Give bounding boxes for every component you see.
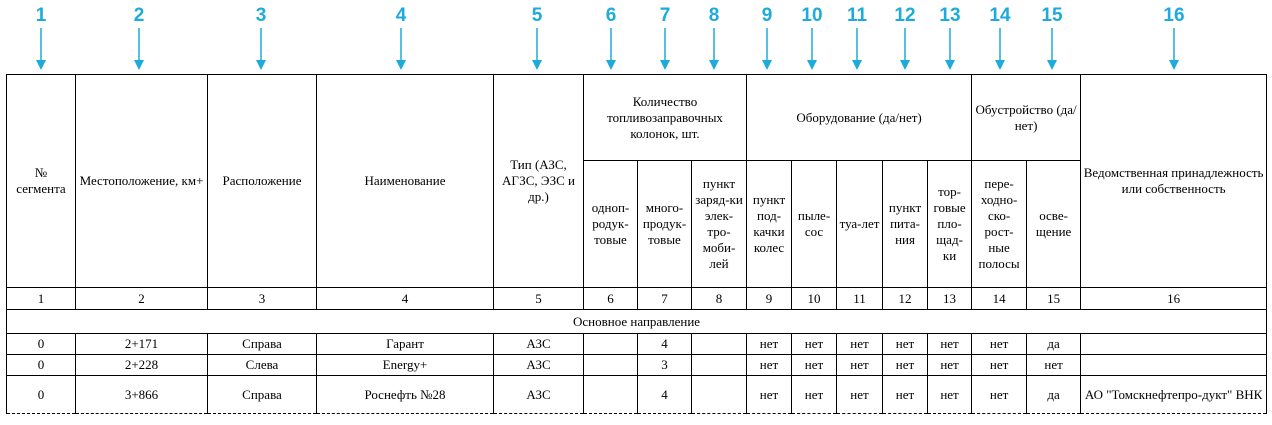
gas-station-table: [6, 74, 1267, 414]
column-marker: 16: [1154, 4, 1194, 70]
cell-ownership: АО "Томскнефтепро-дукт" ВНК: [1081, 376, 1267, 414]
cell-food: нет: [883, 355, 928, 376]
column-number: 6: [584, 288, 638, 310]
column-number-row: [7, 288, 1267, 310]
header-single-product: одноп-родук-товые: [584, 161, 638, 288]
cell-retail: нет: [928, 376, 972, 414]
column-marker: 3: [241, 4, 281, 70]
header-location: Местоположение, км+: [76, 75, 208, 288]
column-number: 8: [692, 288, 747, 310]
header-lighting: осве-щение: [1027, 161, 1081, 288]
header-name: Наименование: [317, 75, 494, 288]
column-marker: 4: [381, 4, 421, 70]
column-marker: 5: [517, 4, 557, 70]
cell-vacuum: нет: [792, 355, 837, 376]
table-row: [7, 376, 1267, 414]
header-multi-product: много-продук-товые: [638, 161, 692, 288]
cell-location: 2+228: [76, 355, 208, 376]
arrow-down-icon: [531, 28, 543, 70]
column-number: 11: [837, 288, 883, 310]
column-marker: 7: [645, 4, 685, 70]
header-ev-charging: пункт заряд-ки элек-тро-моби-лей: [692, 161, 747, 288]
header-vacuum: пыле-сос: [792, 161, 837, 288]
cell-location: 3+866: [76, 376, 208, 414]
arrow-down-icon: [944, 28, 956, 70]
cell-type: АЗС: [494, 334, 584, 355]
arrow-down-icon: [899, 28, 911, 70]
cell-name: Гарант: [317, 334, 494, 355]
cell-multi-product: 4: [638, 334, 692, 355]
column-marker: 9: [747, 4, 787, 70]
column-number: 12: [883, 288, 928, 310]
arrow-down-icon: [1168, 28, 1180, 70]
arrow-down-icon: [851, 28, 863, 70]
cell-transition-lanes: нет: [972, 355, 1027, 376]
header-type: Тип (АЗС, АГЗС, ЭЗС и др.): [494, 75, 584, 288]
column-number: 7: [638, 288, 692, 310]
cell-toilet: нет: [837, 355, 883, 376]
cell-transition-lanes: нет: [972, 376, 1027, 414]
arrow-down-icon: [605, 28, 617, 70]
header-toilet: туа-лет: [837, 161, 883, 288]
header-amenities-group: Обустройство (да/нет): [972, 75, 1081, 161]
header-retail: тор-говые пло-щад-ки: [928, 161, 972, 288]
header-side: Расположение: [208, 75, 317, 288]
header-tire-inflation: пункт под-качки колес: [747, 161, 792, 288]
cell-tire-inflation: нет: [747, 376, 792, 414]
cell-food: нет: [883, 334, 928, 355]
cell-multi-product: 4: [638, 376, 692, 414]
column-marker: 12: [885, 4, 925, 70]
arrow-down-icon: [708, 28, 720, 70]
column-marker: 11: [837, 4, 877, 70]
cell-location: 2+171: [76, 334, 208, 355]
column-number: 5: [494, 288, 584, 310]
column-marker: 10: [792, 4, 832, 70]
column-marker: 1: [21, 4, 61, 70]
column-number: 4: [317, 288, 494, 310]
cell-single-product: [584, 334, 638, 355]
cell-lighting: да: [1027, 376, 1081, 414]
cell-retail: нет: [928, 334, 972, 355]
cell-ev-charging: [692, 334, 747, 355]
arrow-down-icon: [761, 28, 773, 70]
cell-tire-inflation: нет: [747, 334, 792, 355]
cell-lighting: да: [1027, 334, 1081, 355]
cell-ownership: [1081, 355, 1267, 376]
arrow-down-icon: [133, 28, 145, 70]
header-equipment-group: Оборудование (да/нет): [747, 75, 972, 161]
cell-name: Роснефть №28: [317, 376, 494, 414]
cell-toilet: нет: [837, 376, 883, 414]
column-marker: 15: [1032, 4, 1072, 70]
header-segment: № сегмента: [7, 75, 76, 288]
column-number: 10: [792, 288, 837, 310]
section-title: Основное направление: [7, 310, 1267, 334]
table-row: [7, 355, 1267, 376]
cell-vacuum: нет: [792, 334, 837, 355]
cell-retail: нет: [928, 355, 972, 376]
header-transition-lanes: пере-ходно-ско-рост-ные полосы: [972, 161, 1027, 288]
cell-type: АЗС: [494, 355, 584, 376]
cell-side: Справа: [208, 376, 317, 414]
arrow-down-icon: [806, 28, 818, 70]
column-marker: 6: [591, 4, 631, 70]
cell-transition-lanes: нет: [972, 334, 1027, 355]
cell-type: АЗС: [494, 376, 584, 414]
cell-lighting: нет: [1027, 355, 1081, 376]
column-number: 3: [208, 288, 317, 310]
column-number: 16: [1081, 288, 1267, 310]
cell-multi-product: 3: [638, 355, 692, 376]
cell-segment: 0: [7, 334, 76, 355]
column-number: 13: [928, 288, 972, 310]
cell-side: Справа: [208, 334, 317, 355]
cell-name: Energy+: [317, 355, 494, 376]
cell-ev-charging: [692, 355, 747, 376]
header-row-top: [7, 75, 1267, 161]
cell-side: Слева: [208, 355, 317, 376]
cell-food: нет: [883, 376, 928, 414]
cell-ownership: [1081, 334, 1267, 355]
arrow-down-icon: [35, 28, 47, 70]
column-marker: 8: [694, 4, 734, 70]
column-number: 15: [1027, 288, 1081, 310]
arrow-down-icon: [659, 28, 671, 70]
cell-single-product: [584, 355, 638, 376]
column-marker: 2: [119, 4, 159, 70]
cell-toilet: нет: [837, 334, 883, 355]
section-row: [7, 310, 1267, 334]
column-number: 1: [7, 288, 76, 310]
cell-segment: 0: [7, 376, 76, 414]
arrow-down-icon: [994, 28, 1006, 70]
column-marker: 13: [930, 4, 970, 70]
column-number: 2: [76, 288, 208, 310]
column-number: 9: [747, 288, 792, 310]
arrow-down-icon: [255, 28, 267, 70]
column-marker: 14: [980, 4, 1020, 70]
arrow-down-icon: [1046, 28, 1058, 70]
column-number: 14: [972, 288, 1027, 310]
header-ownership: Ведомственная принадлежность или собственность: [1081, 75, 1267, 288]
cell-vacuum: нет: [792, 376, 837, 414]
table-row: [7, 334, 1267, 355]
cell-ev-charging: [692, 376, 747, 414]
cell-tire-inflation: нет: [747, 355, 792, 376]
cell-segment: 0: [7, 355, 76, 376]
arrow-down-icon: [395, 28, 407, 70]
header-food: пункт пита-ния: [883, 161, 928, 288]
cell-single-product: [584, 376, 638, 414]
header-dispensers-group: Количество топливозаправочных колонок, шт.: [584, 75, 747, 161]
